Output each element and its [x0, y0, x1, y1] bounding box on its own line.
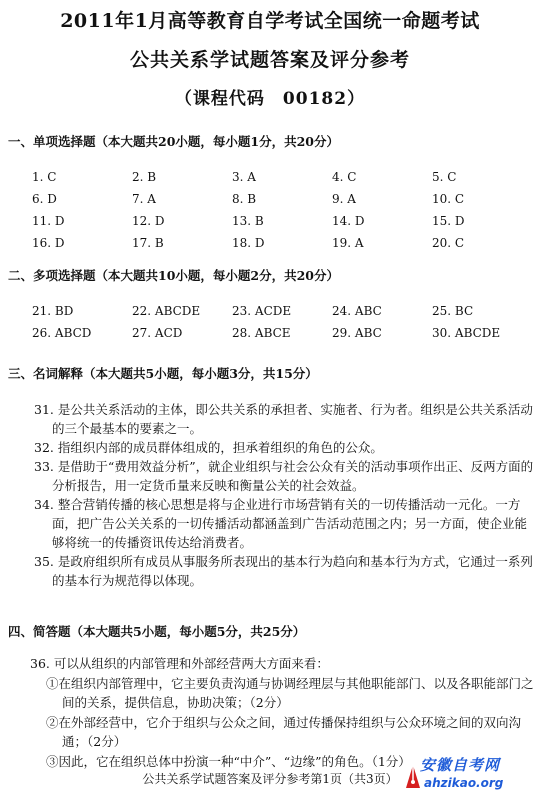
- section1-answers: [32, 166, 532, 254]
- answer-cell: 17. B: [132, 236, 164, 250]
- definition-item: 31. 是公共关系活动的主体，即公共关系的承担者、实施者、行为者。组织是公共关系活动的三个最基本的要素之一。: [34, 402, 533, 436]
- answer-row: [32, 232, 532, 254]
- answer-cell: 3. A: [232, 170, 256, 184]
- answer-cell: 11. D: [32, 214, 65, 228]
- answer-cell: 28. ABCE: [232, 326, 291, 340]
- definition-item: 33. 是借助于“费用效益分析”，就企业组织与社会公众有关的活动事项作出正、反两方面的分析报告，用一定货币量来反映和衡量公关的社会效益。: [34, 459, 534, 493]
- section4-heading: 四、简答题（本大题共5小题，每小题5分，共25分）: [8, 624, 306, 639]
- answer-cell: 30. ABCDE: [432, 326, 501, 340]
- answer-cell: 2. B: [132, 170, 157, 184]
- definition-item: 32. 指组织内部的成员群体组成的，担承着组织的角色的公众。: [34, 440, 383, 455]
- definition-item: 35. 是政府组织所有成员从事服务所表现出的基本行为趋向和基本行为方式，它通过一系列的基本行为规范得以体现。: [34, 554, 533, 588]
- answer-cell: 4. C: [332, 170, 357, 184]
- answer-row: [32, 210, 532, 232]
- answer-cell: 9. A: [332, 192, 356, 206]
- document-subtitle: 公共关系学试题答案及评分参考: [129, 49, 410, 71]
- answer-row: [32, 322, 532, 344]
- course-code: （课程代码 00182）: [174, 89, 366, 109]
- section2-heading: 二、多项选择题（本大题共10小题，每小题2分，共20分）: [8, 268, 339, 283]
- answer-cell: 14. D: [332, 214, 365, 228]
- answer-cell: 5. C: [432, 170, 457, 184]
- answer-cell: 20. C: [432, 236, 465, 250]
- answer-cell: 25. BC: [432, 304, 474, 318]
- answer-cell: 22. ABCDE: [132, 304, 201, 318]
- answer-cell: 21. BD: [32, 304, 74, 318]
- answer-cell: 12. D: [132, 214, 165, 228]
- page-footer: 公共关系学试题答案及评分参考第1页（共3页）: [142, 772, 398, 786]
- section3-heading: 三、名词解释（本大题共5小题，每小题3分，共15分）: [8, 366, 318, 381]
- answer-cell: 7. A: [132, 192, 156, 206]
- answer-cell: 23. ACDE: [232, 304, 292, 318]
- answer-point: ③因此，它在组织总体中扮演一种“中介”、“边缘”的角色。（1分）: [46, 753, 411, 769]
- answer-cell: 29. ABC: [332, 326, 382, 340]
- watermark-site-name: 安徽自考网: [420, 756, 501, 774]
- section1-heading: 一、单项选择题（本大题共20小题，每小题1分，共20分）: [8, 134, 339, 149]
- answer-cell: 13. B: [232, 214, 264, 228]
- answer-cell: 1. C: [32, 170, 57, 184]
- answer-row: [32, 188, 532, 210]
- section3-definitions: [34, 400, 534, 590]
- definition-item: 34. 整合营销传播的核心思想是将与企业进行市场营销有关的一切传播活动一元化。一方面，把广告公关关系的一切传播活动都涵盖到广告活动范围之内；另一方面，使企业能够将统一的传播资讯传达给消费者。: [34, 497, 528, 550]
- exam-title: 2011年1月高等教育自学考试全国统一命题考试: [60, 10, 480, 32]
- section2-answers: [32, 300, 532, 344]
- answer-cell: 19. A: [332, 236, 364, 250]
- watermark-site-url: ahzikao.org: [424, 776, 504, 790]
- answer-row: [32, 166, 532, 188]
- answer-cell: 18. D: [232, 236, 265, 250]
- answer-cell: 16. D: [32, 236, 65, 250]
- question-36-intro: 36. 可以从组织的内部管理和外部经营两大方面来看：: [30, 656, 329, 671]
- answer-cell: 15. D: [432, 214, 465, 228]
- site-watermark-logo: [402, 754, 538, 796]
- answer-cell: 24. ABC: [332, 304, 382, 318]
- answer-point: ①在组织内部管理中，它主要负责沟通与协调经理层与其他职能部门、以及各职能部门之间的关系，提供信息，协助决策；（2分）: [46, 675, 534, 710]
- answer-point: ②在外部经营中，它介于组织与公众之间，通过传播保持组织与公众环境之间的双向沟通；（2分）: [46, 714, 522, 749]
- answer-cell: 8. B: [232, 192, 257, 206]
- answer-row: [32, 300, 532, 322]
- answer-cell: 26. ABCD: [32, 326, 92, 340]
- answer-cell: 10. C: [432, 192, 465, 206]
- answer-cell: 27. ACD: [132, 326, 183, 340]
- answer-cell: 6. D: [32, 192, 57, 206]
